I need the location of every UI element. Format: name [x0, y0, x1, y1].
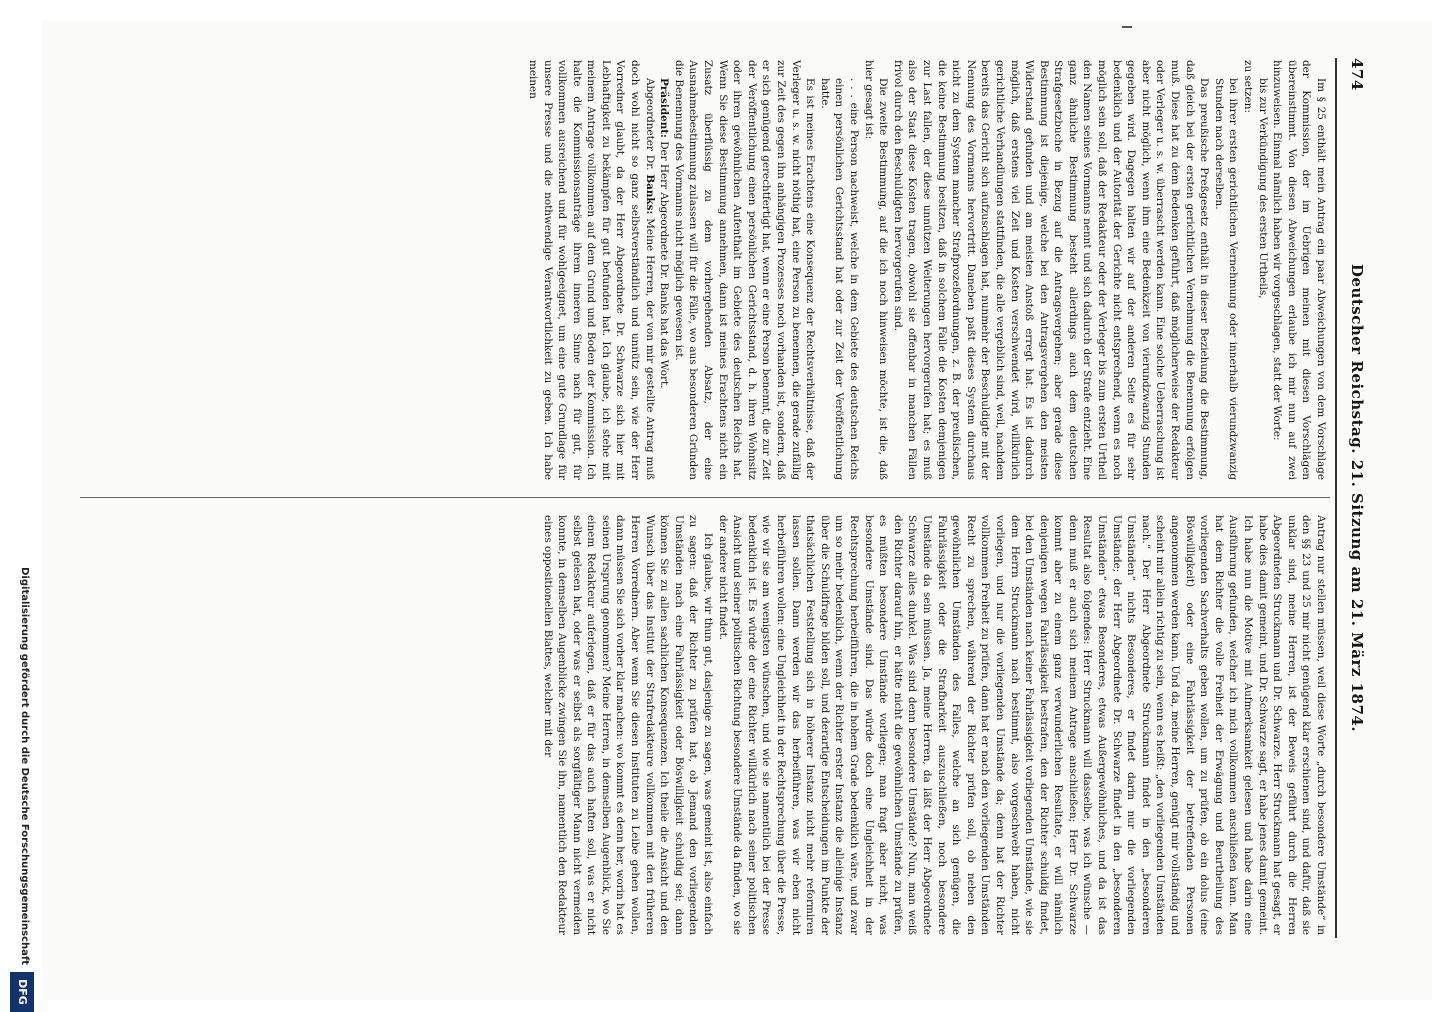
left-column-paragraph: Im § 25 enthält mein Antrag ein paar Abweichungen von dem Vorschlage der Kommission, der im Uebrigen meinen mit diesen Vorschlägen übereinstimmt. Von diesen Abweichungen erlaube ich mir nun auf zwei hinzuweisen. Einmal nämlich haben wir vorgeschlagen, statt der Worte: — [1271, 60, 1327, 480]
dfg-logo: DFG — [10, 972, 34, 1012]
running-title: Deutscher Reichstag. 21. Sitzung am 21. März 1874. — [1348, 263, 1366, 733]
right-column-paragraph: Ich glaube, wir thun gut, dasjenige zu sagen, was gemeint ist, also einfach zu sagen: daß der Richter zu prüfen hat, ob Jemand den vorliegenden Umständen nach eine Fahrlässigkeit oder Böswilligkeit schuldig sei; dann können Sie zu allen sachlichen Konsequenzen. Ich theile die Ansicht und den Wunsch über das Institut der Strafredakteure vollkommen mit den früheren Herren Vorrednern. Aber wenn Sie diesen Instituten zu Leibe gehen wollen, dann müssen Sie sich vorher klar machen: wo kommt es denn her, worin hat es seinen Ursprung genommen? Meine Herren, in demselben Augenblick, wo Sie einem Redakteur auferlegen, daß er für das auch haften soll, was er nicht selbst gelesen hat, oder was er selbst als sorgfältiger Mann nicht vermeiden konnte, in demselben Augenblicke zwingen Sie ihn, namentlich den Redakteur eines oppositionellen Blattes, welcher mit der — [541, 515, 715, 935]
digitization-credit-bar — [0, 20, 42, 1005]
digitization-credit: Digitalisierung gefördert durch die Deutsche Forschungsgemeinschaft — [19, 567, 30, 965]
left-column-paragraph: zu setzen: — [1242, 60, 1255, 113]
header-rule — [1335, 58, 1337, 938]
left-column-paragraph: Die zweite Bestimmung, auf die ich noch hinweisen möchte, ist die, daß hier gesagt ist: — [862, 60, 890, 480]
page-header — [1340, 58, 1374, 938]
left-column-paragraph: bei ihrer ersten gerichtlichen Vernehmung oder innerhalb vierundzwanzig Stunden nach derselben. — [1212, 78, 1240, 480]
column-divider — [80, 497, 1330, 498]
scan-speck — [1122, 26, 1132, 28]
page-number: 474 — [1348, 58, 1366, 91]
left-column-paragraph: Das preußische Preßgesetz enthält in dieser Beziehung die Bestimmung, daß gleich bei der ersten gerichtlichen Vernehmung die Benennung erfolgen muß. Diese hat zu dem Bedenken geführt, daß möglicherweise der Redakteur oder Verleger u. s. w. überrascht werden kann. Eine solche Ueberraschung ist aber nicht möglich, wenn ihm eine Bedenkzeit von vierundzwanzig Stunden gegeben wird. Dagegen halten wir auf der anderen Seite es für sehr bedenklich und der Autorität der Gerichte nicht entsprechend, wenn es noch möglich sein soll, daß der Redakteur oder der Verleger bis zum ersten Urtheil den Namen seines Vormanns nennt und sich dadurch der Strafe entzieht. Eine ganz ähnliche Bestimmung besteht allerdings auch dem deutschen Strafgesetzbuche in Bezug auf die Antragsvergehen; aber gerade diese Bestimmung ist diejenige, welche bei den Antragsvergehen den meisten Widerstand gefunden und am meisten Anstoß erregt hat. Es ist dadurch möglich, daß erstens viel Zeit und Kosten verschwendet wird, willkürlich gerichtliche Verhandlungen stattfinden, die alle vergeblich sind, weil, nachdem bereits das Gericht sich aufzuschlagen hat, nunmehr der Beschuldigte mit der Nennung des Vormanns hervortritt. Daneben paßt dieses System durchaus nicht zu dem System mancher Strafprozeßordnungen, z. B. der preußischen, die keine Bestimmung besitzen, daß in solchem Falle die Kosten demjenigen zur Last fallen, der diese unnützen Weiterungen hervorgerufen hat; es muß also der Staat diese Kosten tragen, obwohl sie offenbar in manchen Fällen frivol durch den Beschuldigten hervorgerufen sind. — [891, 60, 1211, 480]
left-column — [78, 60, 1328, 480]
left-column-paragraph: Präsident: Der Herr Abgeordnete Dr. Banks hat das Wort. — [658, 78, 671, 389]
left-column-paragraph: Abgeordneter Dr. Banks: Meine Herren, der von mir gestellte Antrag muß doch wohl nicht so ganz selbstverständlich und unnütz sein, wie der Herr Vorredner glaubt, da der Herr Abgeordnete Dr. Schwarze sich hier mit Lebhaftigkeit zu bekämpfen für gut befunden hat. Ich glaube, ich stehe mit meinem Antrage vollkommen auf dem Grund und Boden der Kommission. Ich halte die Kommissionsanträge ihrem inneren Sinne nach für gut, für vollkommen ausreichend und für wohlgeeignet, um eine gute Grundlage für unsere Presse und die nothwendige Verantwortlichkeit zu geben. Ich habe meinen — [526, 60, 656, 480]
left-column-paragraph: Es ist meines Erachtens eine Konsequenz der Rechtsverhältnisse, daß der Verleger u. s. w. nicht nöthig hat, eine Person zu benennen, die gerade zufällig zur Zeit des gegen ihn anhängigen Prozesses noch vorhanden ist, sondern, daß er sich genügend gerechtfertigt hat, wenn er eine Person benennt, die zur Zeit der Veröffentlichung einen persönlichen Gerichtsstand, d. h. ihren Wohnsitz oder ihren gewöhnlichen Aufenthalt im Gebiete des deutschen Reichs hat. Wenn Sie diese Bestimmung annehmen, dann ist meines Erachtens nicht ein Zusatz überflüssig zu dem vorhergehenden Absatz, der eine Ausnahmebestimmung zulassen will für die Fälle, wo aus besonderen Gründen die Benennung des Vormanns nicht möglich gewesen ist. — [672, 60, 817, 480]
left-column-paragraph: bis zur Verkündigung des ersten Urtheils, — [1256, 78, 1269, 299]
left-column-paragraph: . . . eine Person nachweist, welche in dem Gebiete des deutschen Reichs einen persönlichen Gerichtsstand hat oder zur Zeit der Veröffentlichung hatte. — [818, 78, 860, 480]
right-column-paragraph: Antrag nur stellen müssen, weil diese Worte „durch besondere Umstände“ in den §§ 23 und 25 mir nicht genügend klar erschienen sind, und dafür, daß sie unklar sind, meine Herren, ist der Beweis geführt durch die Herren Abgeordneten Struckmann und Dr. Schwarze. Herr Struckmann hat gesagt, er habe dies damit gemeint, und Dr. Schwarze sagt, er habe jenes damit gemeint. Ich habe nun die Motive mit Aufmerksamkeit gelesen und habe darin eine Ausführung gefunden, welcher ich mich vollkommen anschließen kann. Man hat dem Richter die volle Freiheit der Erwägung und Beurtheilung des vorliegenden Sachverhalts geben wollen, um zu prüfen, ob ein dolus (eine Böswilligkeit) oder eine Fahrlässigkeit der betreffenden Personen angenommen werden kann. Und da, meine Herren, genügt mir vollständig und scheint mir allein richtig zu sein, wenn es heißt: „den vorliegenden Umständen nach.“ Der Herr Abgeordnete Struckmann findet in den „besonderen Umständen“ nichts Besonderes, er findet darin nur die vorliegenden Umstände; der Herr Abgeordnete Dr. Schwarze findet in den „besonderen Umständen“ etwas Besonderes, etwas Außergewöhnliches, und da ist das Resultat also folgendes: Herr Struckmann will dasselbe, was ich wünsche — denn muß er auch sich meinem Antrage anschließen; Herr Dr. Schwarze kommt aber zu einem ganz verwunderlichen Resultate, er will nämlich denjenigen wegen Fahrlässigkeit bestrafen, den der Richter schuldig findet, bei den Umständen nach keiner Fahrlässigkeit vorliegenden Umstände, wie sie dem Herrn Struckmann nach bestimmt, also vorgeschwebt haben, nicht vorliegen, und nur die vorliegenden Umstände da; denn hat der Richter vollkommen Freiheit zu prüfen, dann hat er nach den vorliegenden Umständen Recht zu sprechen, während der Richter prüfen soll, ob neben den gewöhnlichen Umständen des Falles, welche an sich genügen, die Fahrlässigkeit oder die Strafbarkeit auszuschließen, noch besondere Umstände da sein müssen. Ja, meine Herren, da läßt der Herr Abgeordnete Schwarze alles dunkel. Was sind denn besondere Umstände? Nun, man weiß den Richter darauf hin, er hätte nicht die gewöhnlichen Umstände zu prüfen, es müßten besondere Umstände vorliegen; man fragt aber nicht, was besondere Umstände sind. Das würde doch eine Ungleichheit in der Rechtsprechung herbeiführen, die in hohem Grade bedenklich wäre, und zwar um so mehr bedenklich, wenn der Richter erster Instanz die alleinige Instanz über die Schuldfrage bilden soll, und derartige Entscheidungen im Punkte der thatsächlichen Feststellung sich in höherer Instanz nicht mehr reformiren lassen sollen. Dann werden wir das herbeiführen, was wir eben nicht herbeiführen wollen: eine Ungleichheit in der Rechtsprechung über die Presse, wie wir sie am wenigsten wünschen, und wie sie namentlich bei der Presse bedenklich ist. Es würde der eine Richter willkürlich nach seiner politischen Ansicht und seiner politischen Richtung besondere Umstände da finden, wo sie der andere nicht findet. — [716, 515, 1327, 935]
right-column — [78, 515, 1328, 935]
